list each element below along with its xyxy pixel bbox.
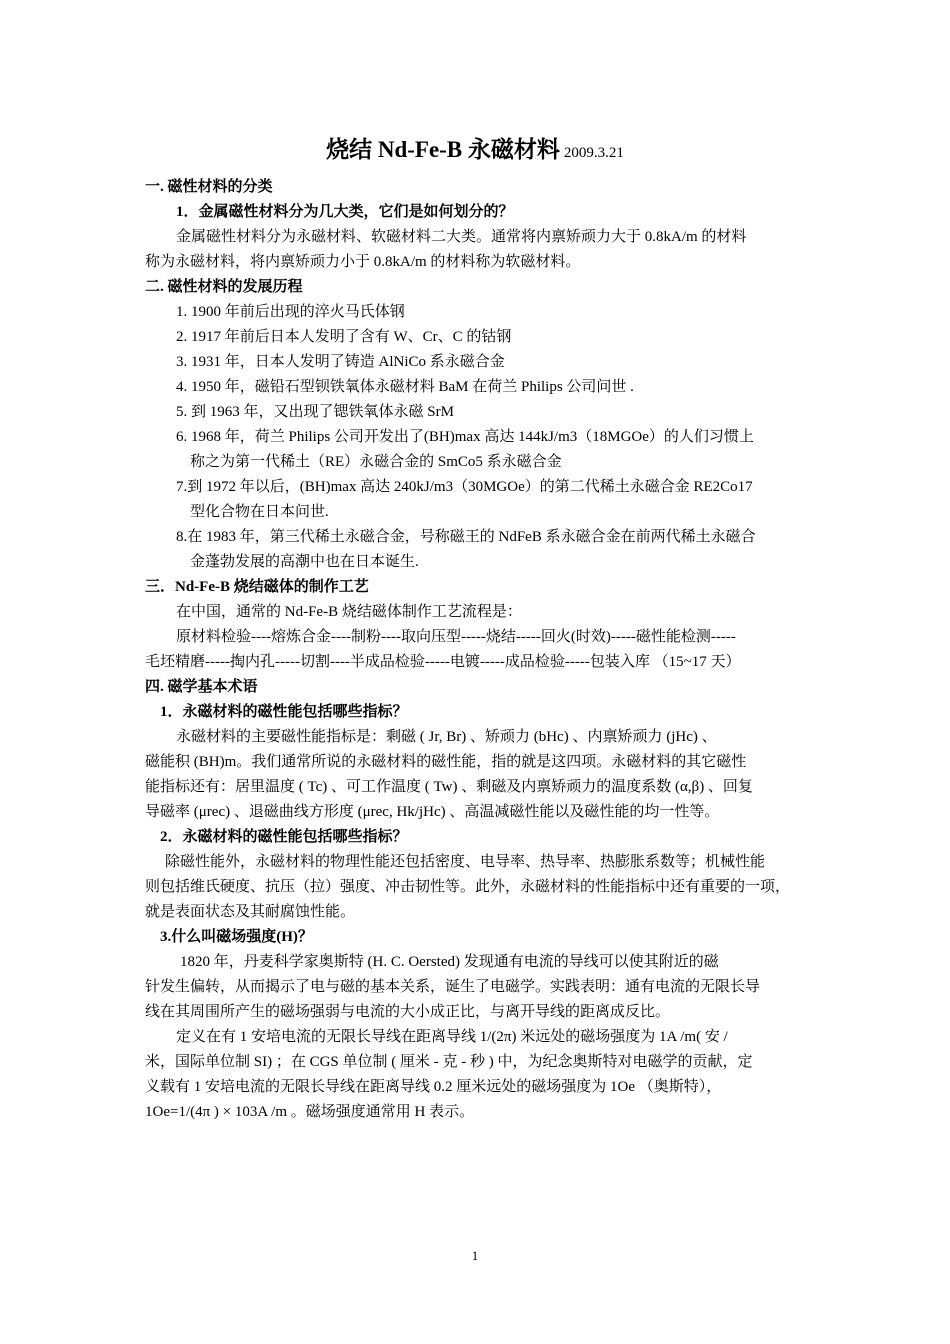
list-item: 8.在 1983 年，第三代稀土永磁合金，号称磁王的 NdFeB 系永磁合金在前两代稀土永磁合 <box>176 529 756 545</box>
paragraph-line: 能指标还有：居里温度 ( Tc) 、可工作温度 ( Tw) 、剩磁及内禀矫顽力的温度系数 (α,β) 、回复 <box>145 779 753 795</box>
page-number: 1 <box>471 1248 479 1263</box>
list-item-continuation: 型化合物在日本问世. <box>190 504 329 520</box>
paragraph-line: 就是表面状态及其耐腐蚀性能。 <box>145 904 356 920</box>
question-heading: 1．金属磁性材料分为几大类，它们是如何划分的？ <box>176 204 514 220</box>
list-item-continuation: 金蓬勃发展的高潮中也在日本诞生. <box>190 554 419 570</box>
section-heading-4: 四. 磁学基本术语 <box>145 679 258 695</box>
question-heading: 3.什么叫磁场强度(H)？ <box>160 929 313 945</box>
list-item: 3. 1931 年，日本人发明了铸造 AlNiCo 系永磁合金 <box>176 354 505 370</box>
list-item-continuation: 称之为第一代稀土（RE）永磁合金的 SmCo5 系永磁合金 <box>190 454 562 470</box>
section-heading-2: 二. 磁性材料的发展历程 <box>145 279 303 295</box>
list-item: 4. 1950 年，磁铅石型钡铁氧体永磁材料 BaM 在荷兰 Philips 公司问世 . <box>176 379 634 395</box>
paragraph-line: 线在其周围所产生的磁场强弱与电流的大小成正比，与离开导线的距离成反比。 <box>145 1004 671 1020</box>
process-flow-line: 原材料检验----熔炼合金----制粉----取向压型-----烧结-----回火(时效)-----磁性能检测----- <box>176 629 736 645</box>
list-item: 7.到 1972 年以后，(BH)max 高达 240kJ/m3（30MGOe）的第二代稀土永磁合金 RE2Co17 <box>176 479 753 495</box>
list-item: 2. 1917 年前后日本人发明了含有 W、Cr、C 的钴钢 <box>176 329 512 345</box>
paragraph-line: 定义在有 1 安培电流的无限长导线在距离导线 1/(2π) 米远处的磁场强度为 1A /m( 安 / <box>176 1029 728 1045</box>
question-heading: 2．永磁材料的磁性能包括哪些指标？ <box>160 829 408 845</box>
section-heading-1: 一. 磁性材料的分类 <box>145 179 273 195</box>
paragraph-line: 永磁材料的主要磁性能指标是：剩磁 ( Jr, Br) 、矫顽力 (bHc) 、内禀矫顽力 (jHc) 、 <box>176 729 717 745</box>
list-item: 6. 1968 年，荷兰 Philips 公司开发出了(BH)max 高达 144kJ/m3（18MGOe）的人们习惯上 <box>176 429 754 445</box>
title-date: 2009.3.21 <box>563 145 624 161</box>
title-text: 烧结 Nd-Fe-B 永磁材料 <box>326 137 560 162</box>
section-heading-3: 三．Nd-Fe-B 烧结磁体的制作工艺 <box>145 579 369 595</box>
document-title <box>0 134 950 169</box>
paragraph-line: 除磁性能外，永磁材料的物理性能还包括密度、电导率、热导率、热膨胀系数等；机械性能 <box>165 854 766 870</box>
paragraph-line: 针发生偏转，从而揭示了电与磁的基本关系，诞生了电磁学。实践表明：通有电流的无限长导 <box>145 979 761 995</box>
paragraph-line: 称为永磁材料，将内禀矫顽力小于 0.8kA/m 的材料称为软磁材料。 <box>145 254 581 270</box>
paragraph-line: 金属磁性材料分为永磁材料、软磁材料二大类。通常将内禀矫顽力大于 0.8kA/m 的材料 <box>176 229 747 245</box>
paragraph-line: 磁能积 (BH)m。我们通常所说的永磁材料的磁性能，指的就是这四项。永磁材料的其它磁性 <box>145 754 747 770</box>
paragraph-line: 义载有 1 安培电流的无限长导线在距离导线 0.2 厘米远处的磁场强度为 1Oe （奥斯特）， <box>145 1079 722 1095</box>
list-item: 1. 1900 年前后出现的淬火马氏体钢 <box>176 304 405 320</box>
paragraph-line: 1820 年，丹麦科学家奥斯特 (H. C. Oersted) 发现通有电流的导线可以使其附近的磁 <box>180 954 719 970</box>
paragraph-line: 米，国际单位制 SI) ；在 CGS 单位制 ( 厘米 - 克 - 秒 ) 中，为纪念奥斯特对电磁学的贡献，定 <box>145 1054 753 1070</box>
paragraph-line: 则包括维氏硬度、抗压（拉）强度、冲击韧性等。此外，永磁材料的性能指标中还有重要的一项， <box>145 879 791 895</box>
list-item: 5. 到 1963 年，又出现了锶铁氧体永磁 SrM <box>176 404 454 420</box>
process-flow-line: 毛坯精磨-----掏内孔-----切割----半成品检验-----电镀-----成品检验-----包装入库 （15~17 天） <box>145 654 741 670</box>
question-heading: 1．永磁材料的磁性能包括哪些指标？ <box>160 704 408 720</box>
paragraph-line: 1Oe=1/(4π ) × 103A /m 。磁场强度通常用 H 表示。 <box>145 1104 475 1120</box>
paragraph-line: 在中国，通常的 Nd-Fe-B 烧结磁体制作工艺流程是： <box>176 604 522 620</box>
paragraph-line: 导磁率 (μrec) 、退磁曲线方形度 (μrec, Hk/jHc) 、高温减磁性能以及磁性能的均一性等。 <box>145 804 720 820</box>
